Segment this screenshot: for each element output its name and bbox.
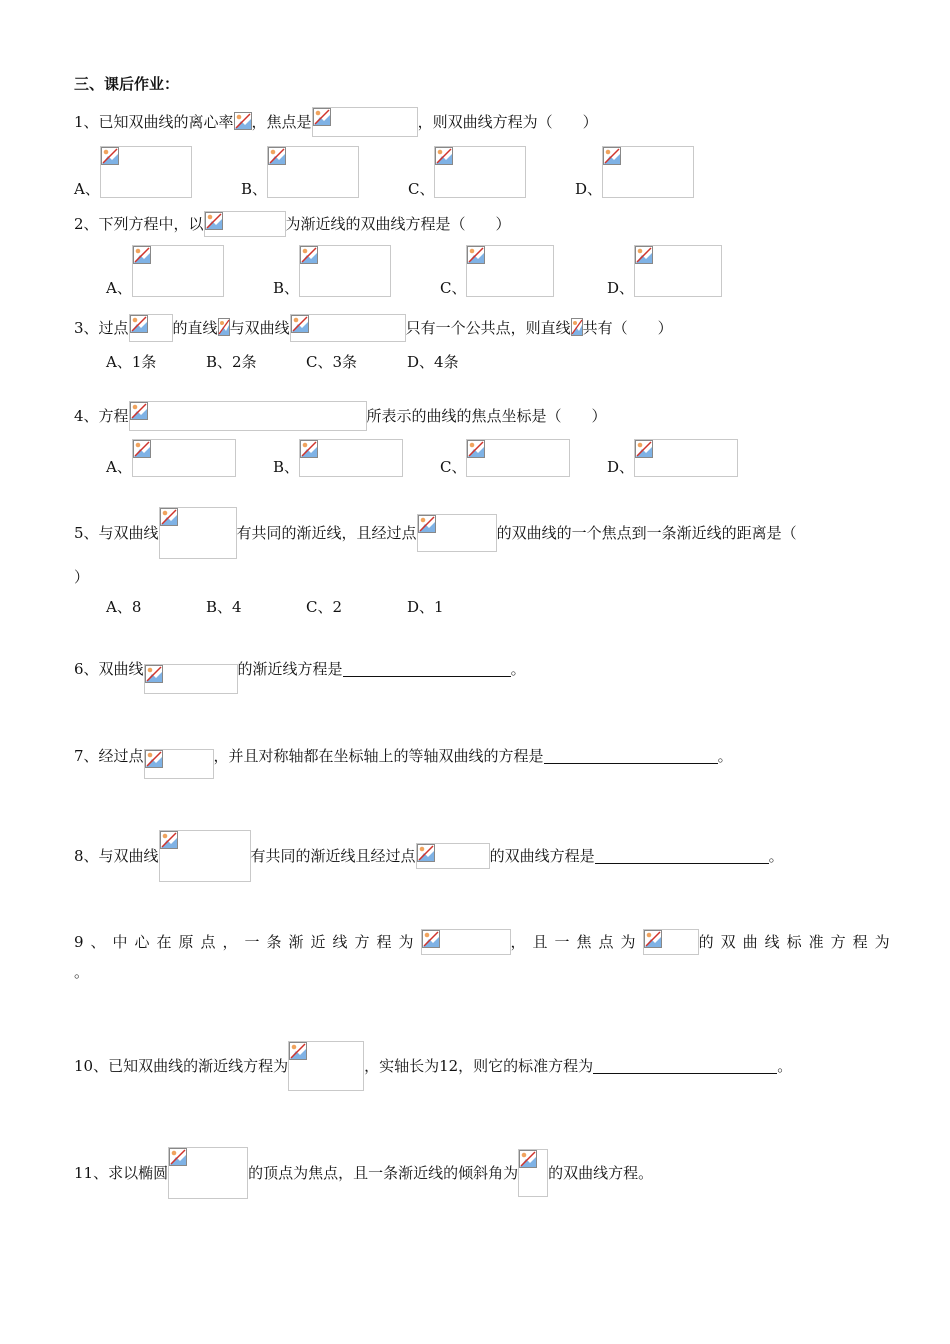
- q5-mid: 有共同的渐近线，且经过点: [236, 524, 417, 542]
- formula-image: [168, 1147, 248, 1199]
- option-image: [267, 146, 359, 198]
- broken-image-icon: [130, 402, 148, 420]
- q2-suffix: 为渐近线的双曲线方程是（ ）: [285, 215, 511, 233]
- option-a: [106, 245, 224, 297]
- option-c: C、3条: [306, 353, 358, 371]
- q8-suffix: 的双曲线方程是: [489, 847, 595, 865]
- broken-image-icon: [467, 440, 485, 458]
- question-6: [74, 654, 526, 684]
- q9-end: 。: [74, 963, 90, 981]
- question-3: [74, 314, 673, 342]
- answer-blank[interactable]: [595, 849, 769, 864]
- q6-end: 。: [510, 660, 526, 678]
- option-b: B、2条: [206, 353, 257, 371]
- q6-suffix: 的渐近线方程是: [237, 660, 343, 678]
- answer-blank[interactable]: [343, 662, 511, 677]
- option-d: D、4条: [407, 353, 459, 371]
- q7-prefix: 7、经过点: [74, 747, 144, 765]
- q3-suffix: 共有（ ）: [582, 319, 673, 337]
- q3-mid2: 与双曲线: [229, 319, 290, 337]
- formula-image: [129, 314, 173, 342]
- option-b: [273, 439, 403, 477]
- broken-image-icon: [418, 515, 436, 533]
- q9-mid: ，且一焦点为: [510, 933, 643, 951]
- option-image: [634, 245, 722, 297]
- broken-image-icon: [133, 440, 151, 458]
- answer-blank[interactable]: [593, 1059, 777, 1074]
- option-a: [106, 439, 236, 477]
- option-image: [100, 146, 192, 198]
- q11-prefix: 11、求以椭圆: [74, 1164, 169, 1182]
- formula-image: [159, 830, 251, 882]
- question-4: [74, 401, 607, 431]
- formula-image: [234, 112, 252, 132]
- option-label: C、: [440, 457, 467, 476]
- broken-image-icon: [603, 147, 621, 165]
- q2-prefix: 2、下列方程中，以: [74, 215, 204, 233]
- option-label: C、: [440, 278, 467, 297]
- broken-image-icon: [313, 108, 331, 126]
- q5-suffix: 的双曲线的一个焦点到一条渐近线的距离是（: [496, 524, 797, 542]
- option-label: A、: [74, 179, 100, 198]
- q8-prefix: 8、与双曲线: [74, 847, 159, 865]
- broken-image-icon: [519, 1150, 537, 1168]
- q9-suffix: 的双曲线标准方程为: [698, 933, 897, 951]
- formula-image: [416, 843, 490, 869]
- option-b: [241, 146, 359, 198]
- section-title: 三、课后作业：: [74, 75, 180, 93]
- q1-suffix: ，则双曲线方程为（ ）: [417, 113, 598, 131]
- broken-image-icon: [169, 1148, 187, 1166]
- q10-end: 。: [777, 1057, 793, 1075]
- formula-image: [129, 401, 367, 431]
- question-9: [74, 929, 897, 955]
- option-b: [273, 245, 391, 297]
- broken-image-icon: [435, 147, 453, 165]
- broken-image-icon: [268, 147, 286, 165]
- formula-image: [417, 514, 497, 552]
- broken-image-icon: [300, 440, 318, 458]
- option-c: [440, 439, 570, 477]
- q11-mid: 的顶点为焦点，且一条渐近线的倾斜角为: [248, 1164, 519, 1182]
- option-c: [440, 245, 554, 297]
- broken-image-icon: [130, 315, 148, 333]
- broken-image-icon: [467, 246, 485, 264]
- q5-prefix: 5、与双曲线: [74, 524, 159, 542]
- option-d: D、1: [407, 598, 444, 616]
- broken-image-icon: [218, 318, 230, 336]
- question-1: [74, 107, 598, 137]
- formula-image: [144, 749, 214, 779]
- option-image: [299, 439, 403, 477]
- formula-image: [518, 1149, 548, 1197]
- broken-image-icon: [417, 844, 435, 862]
- option-d: [575, 146, 694, 198]
- option-a: A、8: [106, 598, 142, 616]
- option-label: D、: [607, 278, 635, 297]
- formula-image: [218, 318, 230, 338]
- broken-image-icon: [289, 1042, 307, 1060]
- option-image: [466, 245, 554, 297]
- q1-prefix: 1、已知双曲线的离心率: [74, 113, 234, 131]
- q7-end: 。: [717, 747, 733, 765]
- formula-image: [312, 107, 418, 137]
- q4-prefix: 4、方程: [74, 407, 129, 425]
- formula-image: [290, 314, 406, 342]
- q10-prefix: 10、已知双曲线的渐近线方程为: [74, 1057, 289, 1075]
- option-label: A、: [106, 278, 132, 297]
- option-a: [74, 146, 192, 198]
- option-label: A、: [106, 457, 132, 476]
- q7-suffix: ，并且对称轴都在坐标轴上的等轴双曲线的方程是: [213, 747, 544, 765]
- option-image: [466, 439, 570, 477]
- q4-suffix: 所表示的曲线的焦点坐标是（ ）: [366, 407, 607, 425]
- option-d: [607, 245, 722, 297]
- broken-image-icon: [160, 508, 178, 526]
- option-label: B、: [241, 179, 268, 198]
- formula-image: [159, 507, 237, 559]
- formula-image: [643, 929, 699, 955]
- q8-end: 。: [768, 847, 784, 865]
- question-11: [74, 1146, 653, 1199]
- option-image: [634, 439, 738, 477]
- broken-image-icon: [133, 246, 151, 264]
- formula-image: [204, 211, 286, 237]
- option-d: [607, 439, 738, 477]
- q6-prefix: 6、双曲线: [74, 660, 144, 678]
- broken-image-icon: [234, 112, 252, 130]
- option-b: B、4: [206, 598, 242, 616]
- option-image: [132, 245, 224, 297]
- broken-image-icon: [571, 318, 583, 336]
- option-label: D、: [575, 179, 603, 198]
- option-a: A、1条: [106, 353, 157, 371]
- q3-prefix: 3、过点: [74, 319, 129, 337]
- broken-image-icon: [145, 665, 163, 683]
- option-label: C、: [408, 179, 435, 198]
- q1-mid: ，焦点是: [251, 113, 312, 131]
- option-image: [602, 146, 694, 198]
- broken-image-icon: [160, 831, 178, 849]
- broken-image-icon: [101, 147, 119, 165]
- broken-image-icon: [422, 930, 440, 948]
- q5-close-paren: ）: [74, 568, 90, 586]
- option-image: [132, 439, 236, 477]
- question-10: [74, 1040, 792, 1091]
- broken-image-icon: [635, 246, 653, 264]
- q8-mid: 有共同的渐近线且经过点: [250, 847, 416, 865]
- option-image: [299, 245, 391, 297]
- option-image: [434, 146, 526, 198]
- broken-image-icon: [644, 930, 662, 948]
- q11-suffix: 的双曲线方程。: [548, 1164, 654, 1182]
- q3-mid1: 的直线: [172, 319, 218, 337]
- broken-image-icon: [205, 212, 223, 230]
- option-c: [408, 146, 526, 198]
- broken-image-icon: [291, 315, 309, 333]
- formula-image: [144, 664, 238, 694]
- option-label: B、: [273, 278, 300, 297]
- option-c: C、2: [306, 598, 343, 616]
- broken-image-icon: [300, 246, 318, 264]
- option-label: B、: [273, 457, 300, 476]
- broken-image-icon: [635, 440, 653, 458]
- formula-image: [421, 929, 511, 955]
- q9-prefix: 9、中心在原点，一条渐近线方程为: [74, 933, 421, 951]
- question-5: [74, 506, 797, 559]
- answer-blank[interactable]: [544, 749, 718, 764]
- q10-suffix: ，实轴长为12，则它的标准方程为: [364, 1057, 594, 1075]
- question-7: [74, 741, 733, 771]
- option-label: D、: [607, 457, 635, 476]
- q3-mid3: 只有一个公共点，则直线: [405, 319, 571, 337]
- formula-image: [571, 318, 583, 338]
- question-8: [74, 829, 784, 882]
- question-2: [74, 211, 511, 237]
- broken-image-icon: [145, 750, 163, 768]
- formula-image: [288, 1041, 364, 1091]
